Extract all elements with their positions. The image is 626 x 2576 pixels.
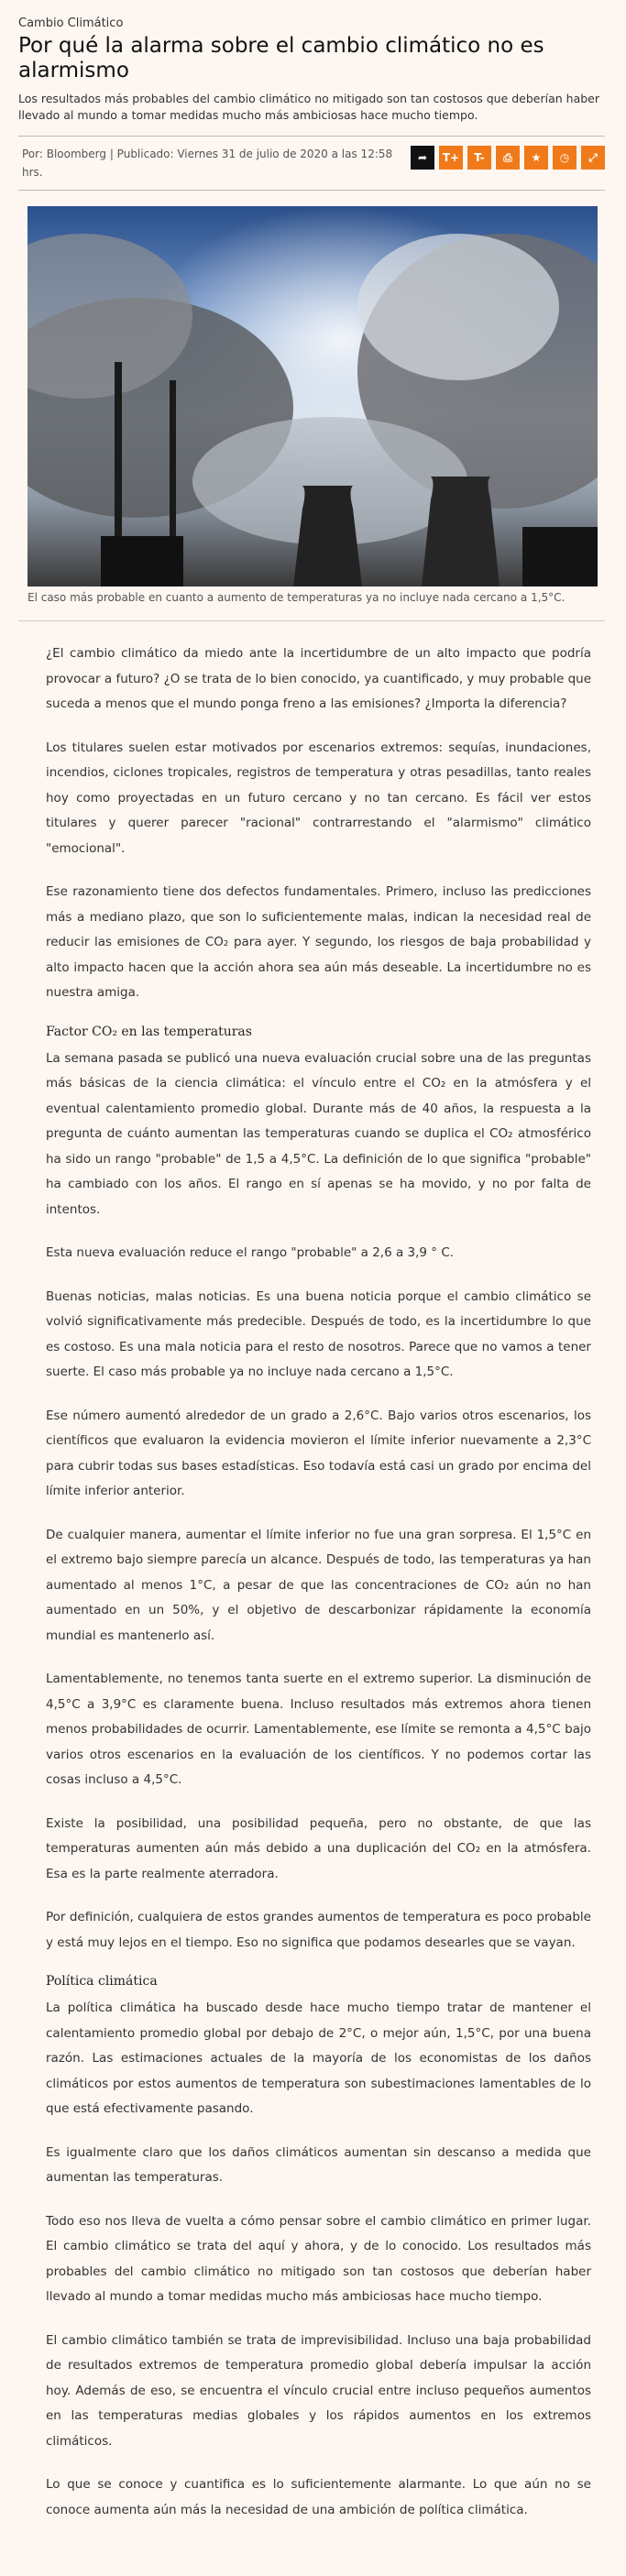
paragraph: De cualquier manera, aumentar el límite inferior no fue una gran sorpresa. El 1,5°C en el extremo bajo siempre parecía un alcance. Después de todo, las temperaturas ya han aumentado al menos 1°C, a pesar de que las concentraciones de CO₂ aún no han aumentado en un 50%, y el objetivo de descarbonizar rápidamente la economía mundial es mantenerlo así. — [46, 1527, 591, 1643]
subheading-co2: Factor CO₂ en las temperaturas — [46, 1024, 252, 1039]
favorite-icon[interactable]: ★ — [524, 146, 548, 170]
page-title: Por qué la alarma sobre el cambio climático no es alarmismo — [18, 34, 544, 82]
font-decrease-icon[interactable]: T- — [467, 146, 491, 170]
paragraph: La política climática ha buscado desde hace mucho tiempo tratar de mantener el calentamiento promedio global por debajo de 2°C, o mejor aún, 1,5°C, por una buena razón. Las estimaciones actuales de la mayoría de los economistas de los daños climáticos por estos aumentos de temperatura son subestimaciones lamentables de lo que está efectivamente pasando. — [46, 2001, 591, 2116]
paragraph: Lo que se conoce y cuantifica es lo suficientemente alarmante. Lo que aún no se conoce aumenta aún más la necesidad de una ambición de política climática. — [46, 2477, 591, 2517]
paragraph: Buenas noticias, malas noticias. Es una buena noticia porque el cambio climático se volvió significativamente más predecible. Después de todo, es la incertidumbre lo que es costoso. Es una mala noticia para el resto de nosotros. Parece que no vamos a tener suerte. El caso más probable ya no incluye nada cercano a 1,5°C. — [46, 1288, 591, 1379]
paragraph: Es igualmente claro que los daños climáticos aumentan sin descanso a medida que aumentan las temperaturas. — [46, 2144, 591, 2185]
building-left — [101, 536, 183, 586]
history-icon[interactable]: ◷ — [553, 146, 577, 170]
paragraph: Ese razonamiento tiene dos defectos fundamentales. Primero, incluso las predicciones más a mediano plazo, que son lo suficientemente malas, indican la necesidad real de reducir las emisiones de CO₂ para ayer. Y segundo, los riesgos de baja probabilidad y alto impacto hacen que la acción ahora sea aún más deseable. La incertidumbre no es nuestra amiga. — [46, 884, 591, 1000]
article-body — [46, 641, 591, 2541]
paragraph: La semana pasada se publicó una nueva evaluación crucial sobre una de las preguntas más básicas de la ciencia climática: el vínculo entre el CO₂ en la atmósfera y el eventual calentamiento promedio global. Durante más de 40 años, la respuesta a la pregunta de cuánto aumentan las temperaturas cuando se duplica el CO₂ atmosférico ha sido un rango "probable" de 1,5 a 4,5°C. La definición de lo que significa "probable" ha cambiado con los años. El rango en sí apenas se ha movido, y no por falta de intentos. — [46, 1050, 591, 1217]
paragraph: Esta nueva evaluación reduce el rango "probable" a 2,6 a 3,9 ° C. — [46, 1245, 455, 1260]
smokestacks-illustration — [27, 206, 598, 586]
paragraph: Ese número aumentó alrededor de un grado a 2,6°C. Bajo varios otros escenarios, los científicos que evaluaron la evidencia movieron el límite inferior nuevamente a 2,3°C para cubrir todas sus bases estadísticas. Eso todavía está casi un grado por encima del límite inferior anterior. — [46, 1408, 591, 1498]
article-header — [18, 16, 605, 124]
paragraph: Los titulares suelen estar motivados por escenarios extremos: sequías, inundaciones, incendios, ciclones tropicales, registros de temperatura y otras pesadillas, tanto reales hoy como proyectadas en un futuro cercano y no tan cercano. Es fácil ver estos titulares y querer parecer "racional" contrarrestando el "alarmismo" climático "emocional". — [46, 740, 591, 856]
fullscreen-icon[interactable]: ⤢ — [581, 146, 605, 170]
article-photo — [27, 206, 598, 586]
divider — [18, 620, 605, 621]
paragraph: Todo eso nos lleva de vuelta a cómo pensar sobre el cambio climático en primer lugar. El cambio climático se trata del aquí y ahora, y de lo conocido. Los resultados más probables del cambio climático no mitigado son tan costosos que deberían haber llevado al mundo a tomar medidas mucho más ambiciosas hace mucho tiempo. — [46, 2213, 591, 2304]
paragraph: ¿El cambio climático da miedo ante la incertidumbre de un alto impacto que podría provocar a futuro? ¿O se trata de lo bien conocido, ya cuantificado, y muy probable que suceda a menos que el mundo ponga freno a las emisiones? ¿Importa la diferencia? — [46, 646, 591, 711]
subheading-policy: Política climática — [46, 1974, 158, 1989]
paragraph: El cambio climático también se trata de imprevisibilidad. Incluso una baja probabilidad de resultados extremos de temperatura promedio global debería impulsar la acción hoy. Además de eso, se encuentra el vínculo crucial entre incluso pequeños aumentos en las temperaturas medias globales y los rápidos aumentos en los extremos climáticos. — [46, 2332, 591, 2449]
cooling-tower-2 — [422, 477, 500, 586]
byline: Por: Bloomberg | Publicado: Viernes 31 de julio de 2020 a las 12:58 hrs. — [22, 148, 393, 179]
share-icon[interactable]: ➦ — [411, 146, 434, 170]
byline-bar — [18, 136, 605, 191]
photo-caption: El caso más probable en cuanto a aumento de temperaturas ya no incluye nada cercano a 1,5°C. — [27, 591, 566, 604]
cloud-right-light — [357, 234, 559, 380]
building-right — [522, 527, 598, 586]
article-subtitle: Los resultados más probables del cambio climático no mitigado son tan costosos que deberían haber llevado al mundo a tomar medidas mucho más ambiciosas hace mucho tiempo. — [18, 92, 599, 122]
paragraph: Por definición, cualquiera de estos grandes aumentos de temperatura es poco probable y está muy lejos en el tiempo. Eso no significa que podamos desearles que se vayan. — [46, 1910, 591, 1950]
paragraph: Existe la posibilidad, una posibilidad pequeña, pero no obstante, de que las temperaturas aumenten aún más debido a una duplicación del CO₂ en la atmósfera. Esa es la parte realmente aterradora. — [46, 1815, 591, 1881]
section-label[interactable]: Cambio Climático — [18, 16, 124, 30]
font-increase-icon[interactable]: T+ — [439, 146, 463, 170]
print-icon[interactable]: ⎙ — [496, 146, 520, 170]
article-toolbar — [411, 146, 605, 170]
paragraph: Lamentablemente, no tenemos tanta suerte en el extremo superior. La disminución de 4,5°C a 3,9°C es claramente buena. Incluso resultados más extremos ahora tienen menos probabilidades de ocurrir. Lamentablemente, ese límite se remonta a 4,5°C bajo varios otros escenarios en la evaluación de los científicos. Y no podemos cortar las cosas incluso a 4,5°C. — [46, 1672, 591, 1787]
